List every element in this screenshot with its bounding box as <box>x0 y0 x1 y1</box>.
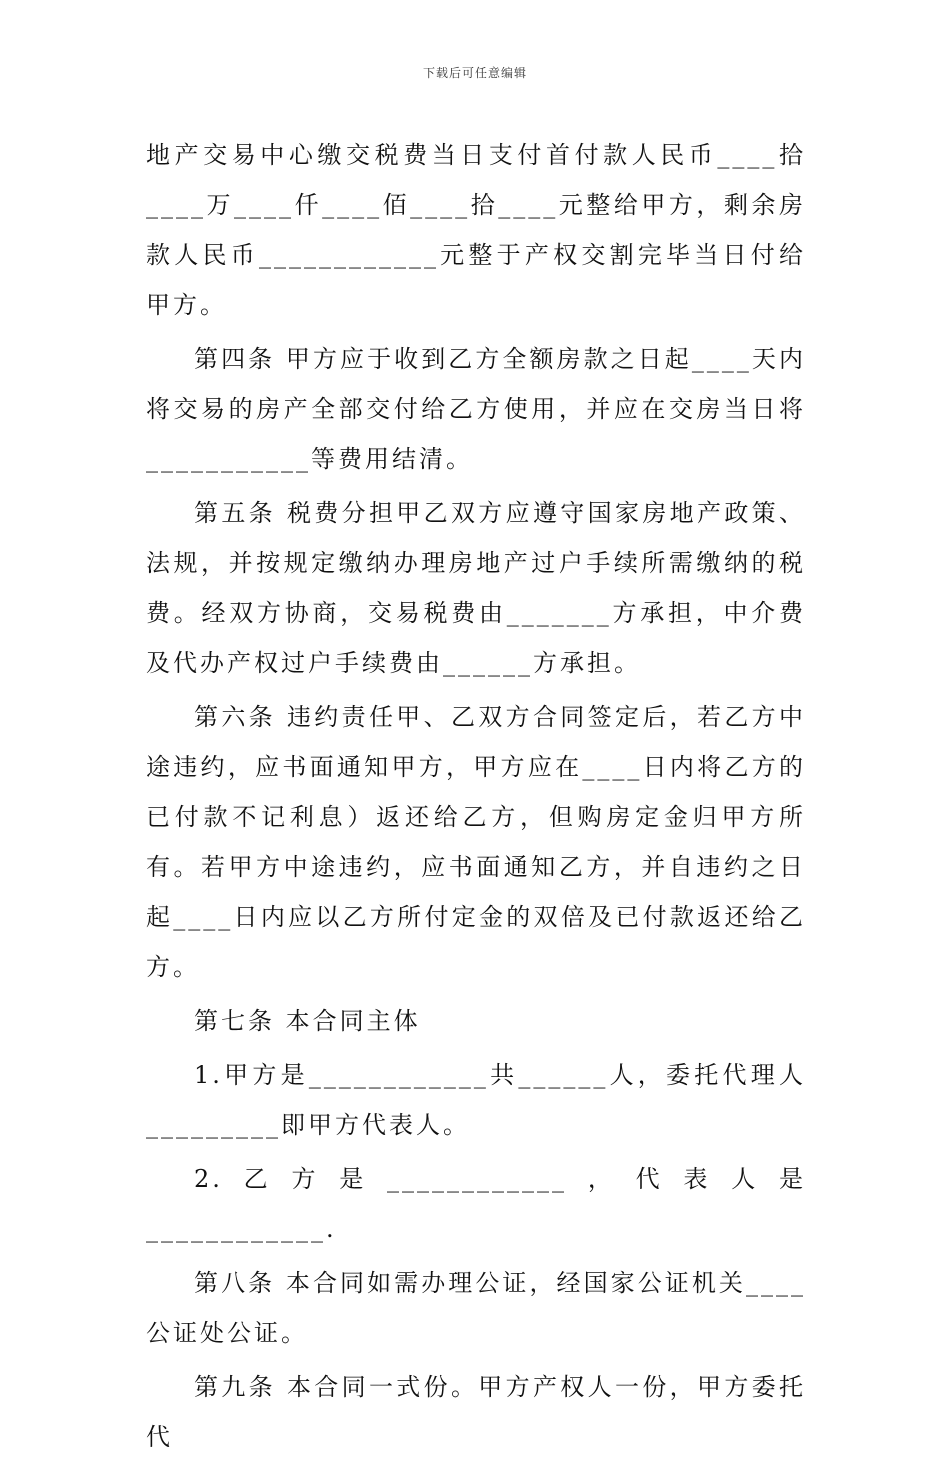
paragraph-article-7-party-b: 2.乙方是____________，代表人是____________. <box>146 1165 806 1243</box>
paragraph-payment-terms: 地产交易中心缴交税费当日支付首付款人民币____拾____万____仟____佰____拾____元整给甲方，剩余房款人民币____________元整于产权交割完毕当日付给甲方。 <box>146 141 806 319</box>
paragraph-article-8: 第八条 本合同如需办理公证，经国家公证机关____公证处公证。 <box>146 1269 806 1347</box>
paragraph-article-7-party-a: 1.甲方是____________共______人，委托代理人_________即甲方代表人。 <box>146 1061 806 1139</box>
paragraph-article-4: 第四条 甲方应于收到乙方全额房款之日起____天内将交易的房产全部交付给乙方使用，并应在交房当日将___________等费用结清。 <box>146 345 806 473</box>
paragraph-article-5: 第五条 税费分担甲乙双方应遵守国家房地产政策、法规，并按规定缴纳办理房地产过户手续所需缴纳的税费。经双方协商，交易税费由_______方承担，中介费及代办产权过户手续费由______方承担。 <box>146 499 806 677</box>
paragraph-article-9: 第九条 本合同一式份。甲方产权人一份，甲方委托代 <box>146 1373 806 1451</box>
paragraph-article-7-title: 第七条 本合同主体 <box>194 1007 421 1035</box>
document-body <box>146 130 806 1466</box>
paragraph-article-6: 第六条 违约责任甲、乙双方合同签定后，若乙方中途违约，应书面通知甲方，甲方应在____日内将乙方的已付款不记利息）返还给乙方，但购房定金归甲方所有。若甲方中途违约，应书面通知乙方，并自违约之日起____日内应以乙方所付定金的双倍及已付款返还给乙方。 <box>146 703 806 981</box>
page-header-note: 下载后可任意编辑 <box>422 66 527 80</box>
